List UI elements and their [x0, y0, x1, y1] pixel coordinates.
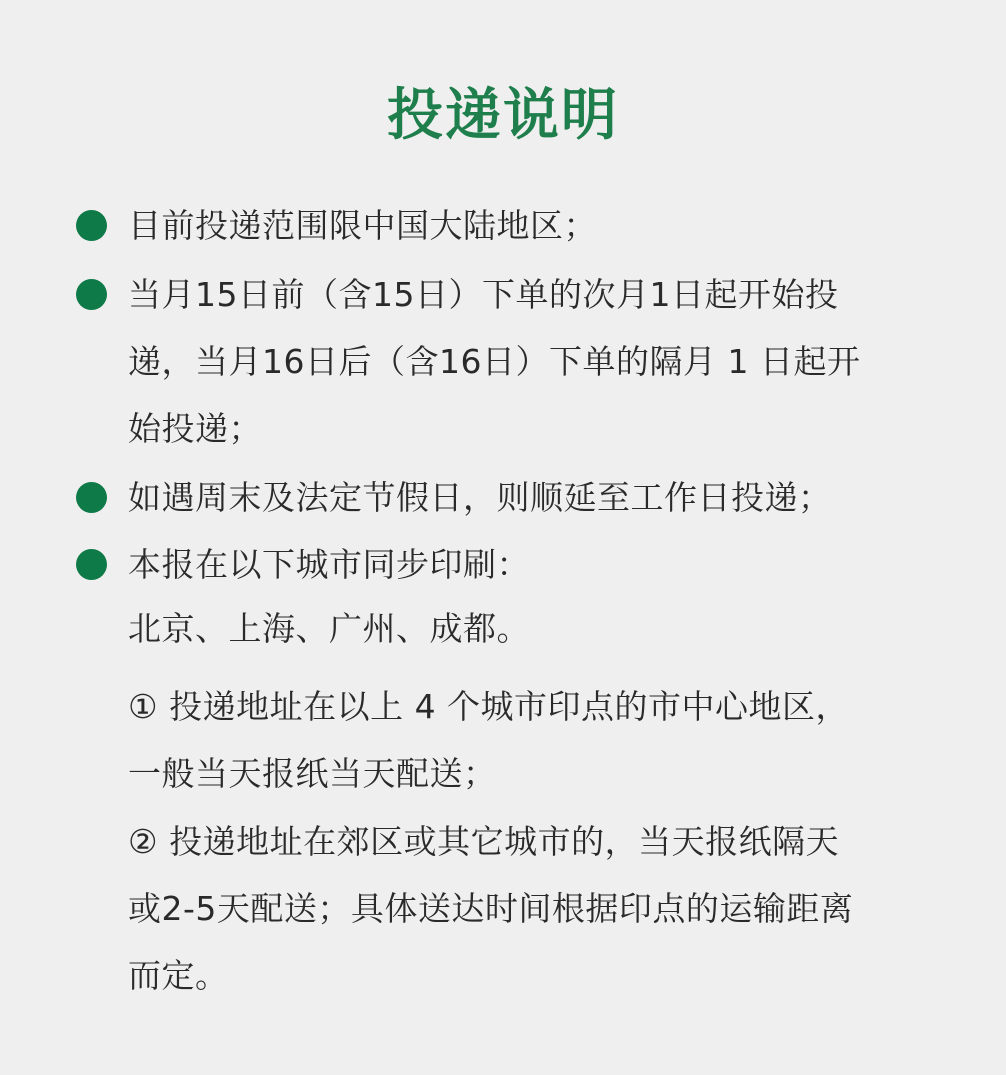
bullet-4-line-2: 北京、上海、广州、成都。: [128, 609, 530, 648]
note-2-line-3: 而定。: [128, 956, 229, 995]
bullet-3-line-1: 如遇周末及法定节假日，则顺延至工作日投递；: [128, 478, 832, 517]
bullet-1-line-1: 目前投递范围限中国大陆地区；: [128, 206, 597, 245]
note-1-line-1: ① 投递地址在以上 4 个城市印点的市中心地区，: [128, 687, 850, 726]
page-title: 投递说明: [387, 83, 619, 148]
bullet-icon: [76, 279, 107, 310]
bullet-2-line-3: 始投递；: [128, 409, 262, 448]
bullet-icon: [76, 482, 107, 513]
note-2-line-2: 或2-5天配送；具体送达时间根据印点的运输距离: [128, 889, 854, 928]
note-1-line-2: 一般当天报纸当天配送；: [128, 754, 497, 793]
bullet-4-line-1: 本报在以下城市同步印刷：: [128, 545, 530, 584]
bullet-2-line-2: 递，当月16日后（含16日）下单的隔月 1 日起开: [128, 342, 861, 381]
bullet-icon: [76, 210, 107, 241]
bullet-icon: [76, 549, 107, 580]
bullet-2-line-1: 当月15日前（含15日）下单的次月1日起开始投: [128, 275, 839, 314]
note-2-line-1: ② 投递地址在郊区或其它城市的，当天报纸隔天: [128, 822, 840, 861]
